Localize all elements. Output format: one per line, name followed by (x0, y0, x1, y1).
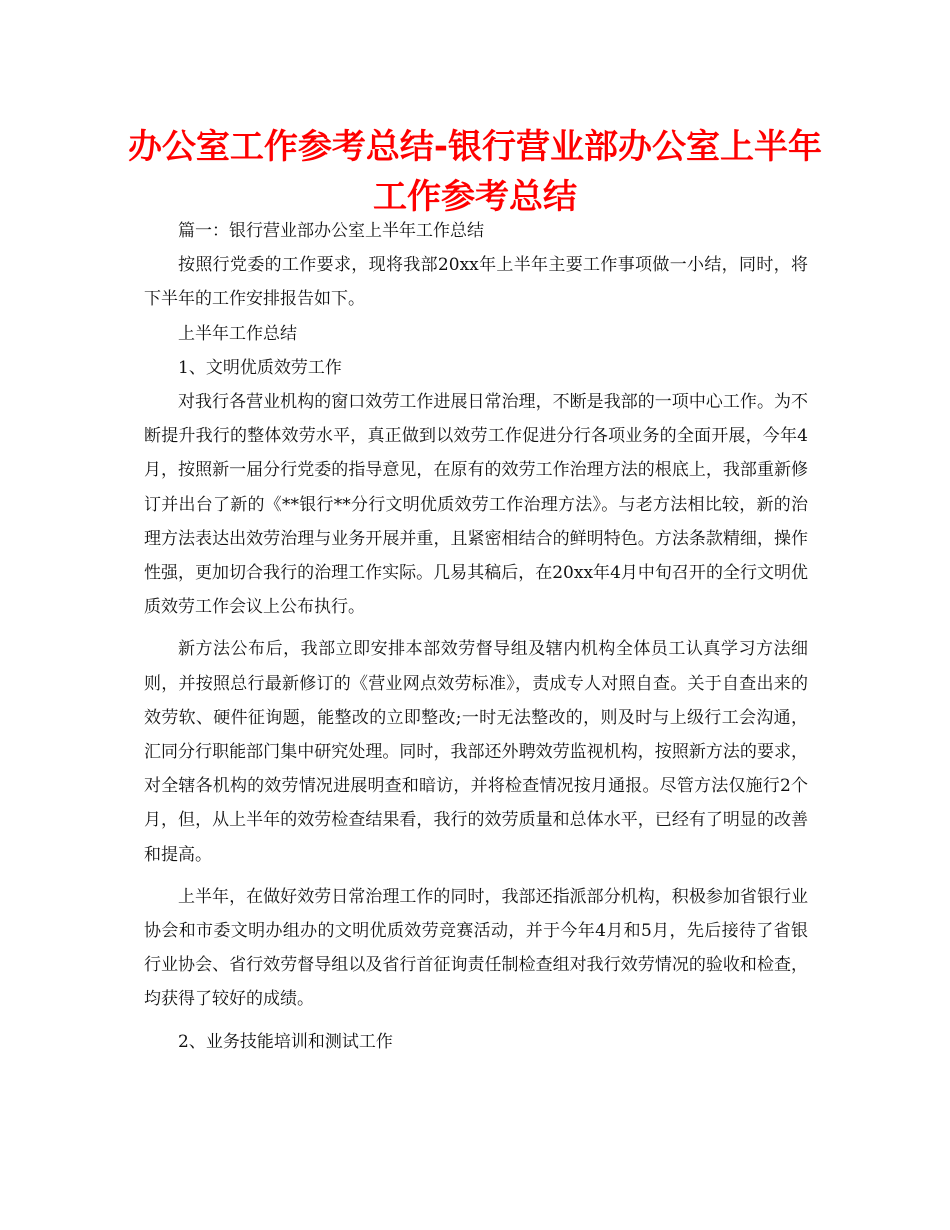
document-body (144, 214, 808, 1059)
document-title: 办公室工作参考总结-银行营业部办公室上半年工作参考总结 (127, 127, 823, 217)
paragraph-body: 新方法公布后，我部立即安排本部效劳督导组及辖内机构全体员工认真学习方法细则，并按照总行最新修订的《营业网点效劳标准》，责成专人对照自查。关于自查出来的效劳软、硬件征询题，能整改的立即整改;一时无法整改的，则及时与上级行工会沟通，汇同分行职能部门集中研究处理。同时，我部还外聘效劳监视机构，按照新方法的要求，对全辖各机构的效劳情况进展明查和暗访，并将检查情况按月通报。尽管方法仅施行2个月，但，从上半年的效劳检查结果看，我行的效劳质量和总体水平，已经有了明显的改善和提高。 (144, 639, 808, 865)
paragraph-section-heading: 篇一：银行营业部办公室上半年工作总结 (178, 221, 484, 241)
paragraph-body: 上半年，在做好效劳日常治理工作的同时，我部还指派部分机构，积极参加省银行业协会和市委文明办组办的文明优质效劳竞赛活动，并于今年4月和5月，先后接待了省银行业协会、省行效劳督导组以及省行首征询责任制检查组对我行效劳情况的验收和检查，均获得了较好的成绩。 (144, 886, 808, 1010)
paragraph-intro: 按照行党委的工作要求，现将我部20xx年上半年主要工作事项做一小结，同时，将下半年的工作安排报告如下。 (144, 255, 808, 310)
paragraph-subheading: 上半年工作总结 (178, 323, 297, 344)
paragraph-item-heading: 1、文明优质效劳工作 (178, 357, 342, 378)
paragraph-item-heading: 2、业务技能培训和测试工作 (178, 1031, 393, 1052)
paragraph-body: 对我行各营业机构的窗口效劳工作进展日常治理，不断是我部的一项中心工作。为不断提升我行的整体效劳水平，真正做到以效劳工作促进分行各项业务的全面开展，今年4月，按照新一届分行党委的指导意见，在原有的效劳工作治理方法的根底上，我部重新修订并出台了新的《**银行**分行文明优质效劳工作治理方法》。与老方法相比较，新的治理方法表达出效劳治理与业务开展并重，且紧密相结合的鲜明特色。方法条款精细，操作性强，更加切合我行的治理工作实际。几易其稿后，在20xx年4月中旬召开的全行文明优质效劳工作会议上公布执行。 (144, 392, 808, 618)
